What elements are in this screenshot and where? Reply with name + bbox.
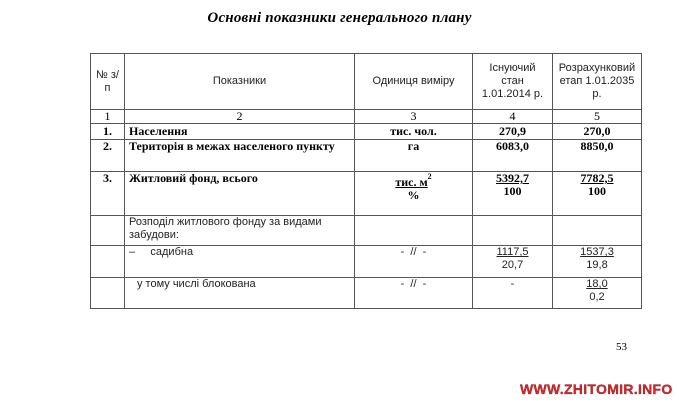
planned-percent: 100 [588, 184, 606, 198]
row-unit [355, 172, 473, 216]
header-existing: Існуючий стан 1.01.2014 р. [473, 54, 553, 110]
row-unit: - // - [355, 278, 473, 309]
planned-percent: 0,2 [589, 291, 605, 303]
page-number: 53 [616, 341, 627, 353]
table-row [91, 216, 642, 246]
row-unit: га [355, 140, 473, 172]
row-name: Розподіл житлового фонду за видами забудови: [125, 216, 355, 246]
row-unit: - // - [355, 246, 473, 278]
row-unit [355, 216, 473, 246]
row-num [91, 246, 125, 278]
planned-value: 7782,5 [580, 171, 614, 185]
table-row [91, 124, 642, 140]
unit-superscript: 2 [427, 172, 432, 181]
colnum-1: 1 [91, 110, 125, 124]
existing-percent: 100 [503, 184, 522, 198]
planned-value: 18,0 [586, 278, 608, 290]
row-existing: - [473, 278, 553, 309]
row-existing [473, 216, 553, 246]
existing-value: 1117,5 [496, 246, 529, 258]
row-num: 3. [91, 172, 125, 216]
indicators-table [90, 53, 642, 309]
table-row [91, 278, 642, 309]
colnum-2: 2 [125, 110, 355, 124]
row-num: 2. [91, 140, 125, 172]
planned-value: 1537,3 [580, 246, 614, 258]
row-name: у тому числі блокована [125, 278, 355, 309]
planned-percent: 19,8 [586, 259, 608, 271]
row-name: Населення [125, 124, 355, 140]
header-num: № з/п [91, 54, 125, 110]
row-name: Житловий фонд, всього [125, 172, 355, 216]
row-num: 1. [91, 124, 125, 140]
table-row [91, 140, 642, 172]
row-name: – садибна [125, 246, 355, 278]
existing-percent: 20,7 [501, 259, 524, 271]
unit-percent: % [407, 188, 420, 202]
colnum-4: 4 [473, 110, 553, 124]
unit-thousand-sqm: тис. м [395, 175, 428, 189]
header-indicator: Показники [125, 54, 355, 110]
row-planned [553, 172, 642, 216]
colnum-3: 3 [355, 110, 473, 124]
row-existing: 6083,0 [473, 140, 553, 172]
row-existing: 270,9 [473, 124, 553, 140]
header-unit: Одиниця виміру [355, 54, 473, 110]
row-planned: 8850,0 [553, 140, 642, 172]
row-num [91, 216, 125, 246]
table-row [91, 172, 642, 216]
row-existing [473, 172, 553, 216]
row-planned [553, 278, 642, 309]
row-planned [553, 246, 642, 278]
table-row [91, 246, 642, 278]
document-title: Основні показники генерального плану [207, 10, 472, 26]
row-planned: 270,0 [553, 124, 642, 140]
table-header-row [91, 54, 642, 110]
row-unit: тис. чол. [355, 124, 473, 140]
existing-value: 5392,7 [496, 171, 529, 185]
column-number-row [91, 110, 642, 124]
row-num [91, 278, 125, 309]
header-planned: Розрахунковий етап 1.01.2035 р. [553, 54, 642, 110]
site-watermark: WWW.ZHITOMIR.INFO [520, 381, 673, 397]
row-name: Територія в межах населеного пункту [125, 140, 355, 172]
row-planned [553, 216, 642, 246]
colnum-5: 5 [553, 110, 642, 124]
row-existing [473, 246, 553, 278]
